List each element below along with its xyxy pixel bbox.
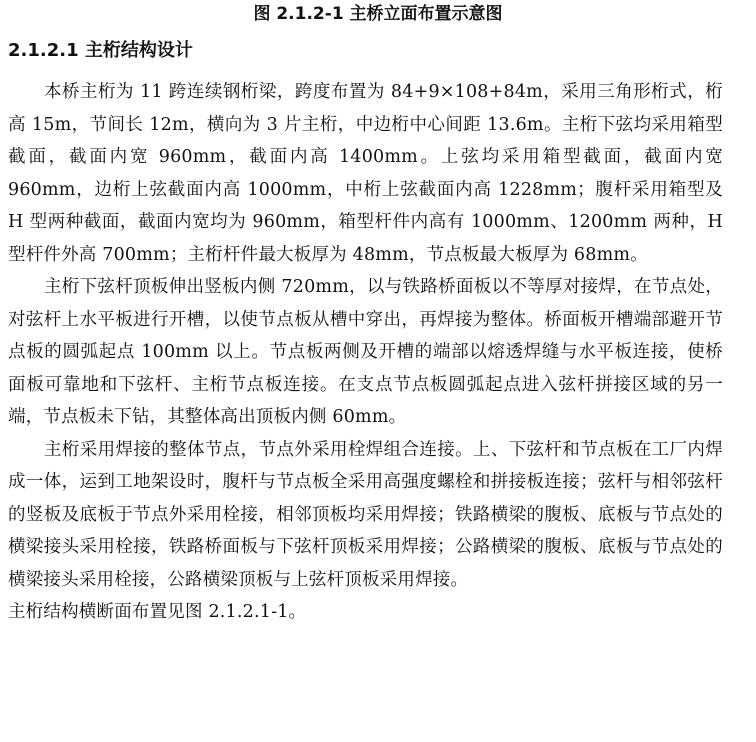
body-text [8,76,723,629]
figure-reference-line: 主桁结构横断面布置见图 2.1.2.1-1。 [8,602,307,622]
paragraph-lower-chord-detail: 主桁下弦杆顶板伸出竖板内侧 720mm，以与铁路桥面板以不等厚对接焊，在节点处，对弦杆上水平板进行开槽，以使节点板从槽中穿出，再焊接为整体。桥面板开槽端部避开节点板的圆弧起点 100mm 以上。节点板两侧及开槽的端部以熔透焊缝与水平板连接，使桥面板可靠地和下弦杆、主桁节点板连接。在支点节点板圆弧起点进入弦杆拼接区域的另一端，节点板未下钻，其整体高出顶板内侧 60mm。 [8,277,723,427]
figure-caption: 图 2.1.2-1 主桥立面布置示意图 [253,4,503,24]
paragraph-main-truss-overview: 本桥主桁为 11 跨连续钢桁梁，跨度布置为 84+9×108+84m，采用三角形桁式，桁高 15m，节间长 12m，横向为 3 片主桁，中边桁中心间距 13.6m。主桁下弦均采用箱型截面，截面内宽 960mm，截面内高 1400mm。上弦均采用箱型截面，截面内宽 960mm，边桁上弦截面内高 1000mm，中桁上弦截面内高 1228mm；腹杆采用箱型及 H 型两种截面，截面内宽均为 960mm，箱型杆件内高有 1000mm、1200mm 两种，H 型杆件外高 700mm；主桁杆件最大板厚为 48mm，节点板最大板厚为 68mm。 [8,82,723,265]
paragraph-node-connections: 主桁采用焊接的整体节点，节点外采用栓焊组合连接。上、下弦杆和节点板在工厂内焊成一体，运到工地架设时，腹杆与节点板全采用高强度螺栓和拼接板连接；弦杆与相邻弦杆的竖板及底板于节点外采用栓接，相邻顶板均采用焊接；铁路横梁的腹板、底板与节点处的横梁接头采用栓接，铁路桥面板与下弦杆顶板采用焊接；公路横梁的腹板、底板与节点处的横梁接头采用栓接，公路横梁顶板与上弦杆顶板采用焊接。 [8,439,723,590]
section-heading: 2.1.2.1 主桁结构设计 [8,40,193,61]
